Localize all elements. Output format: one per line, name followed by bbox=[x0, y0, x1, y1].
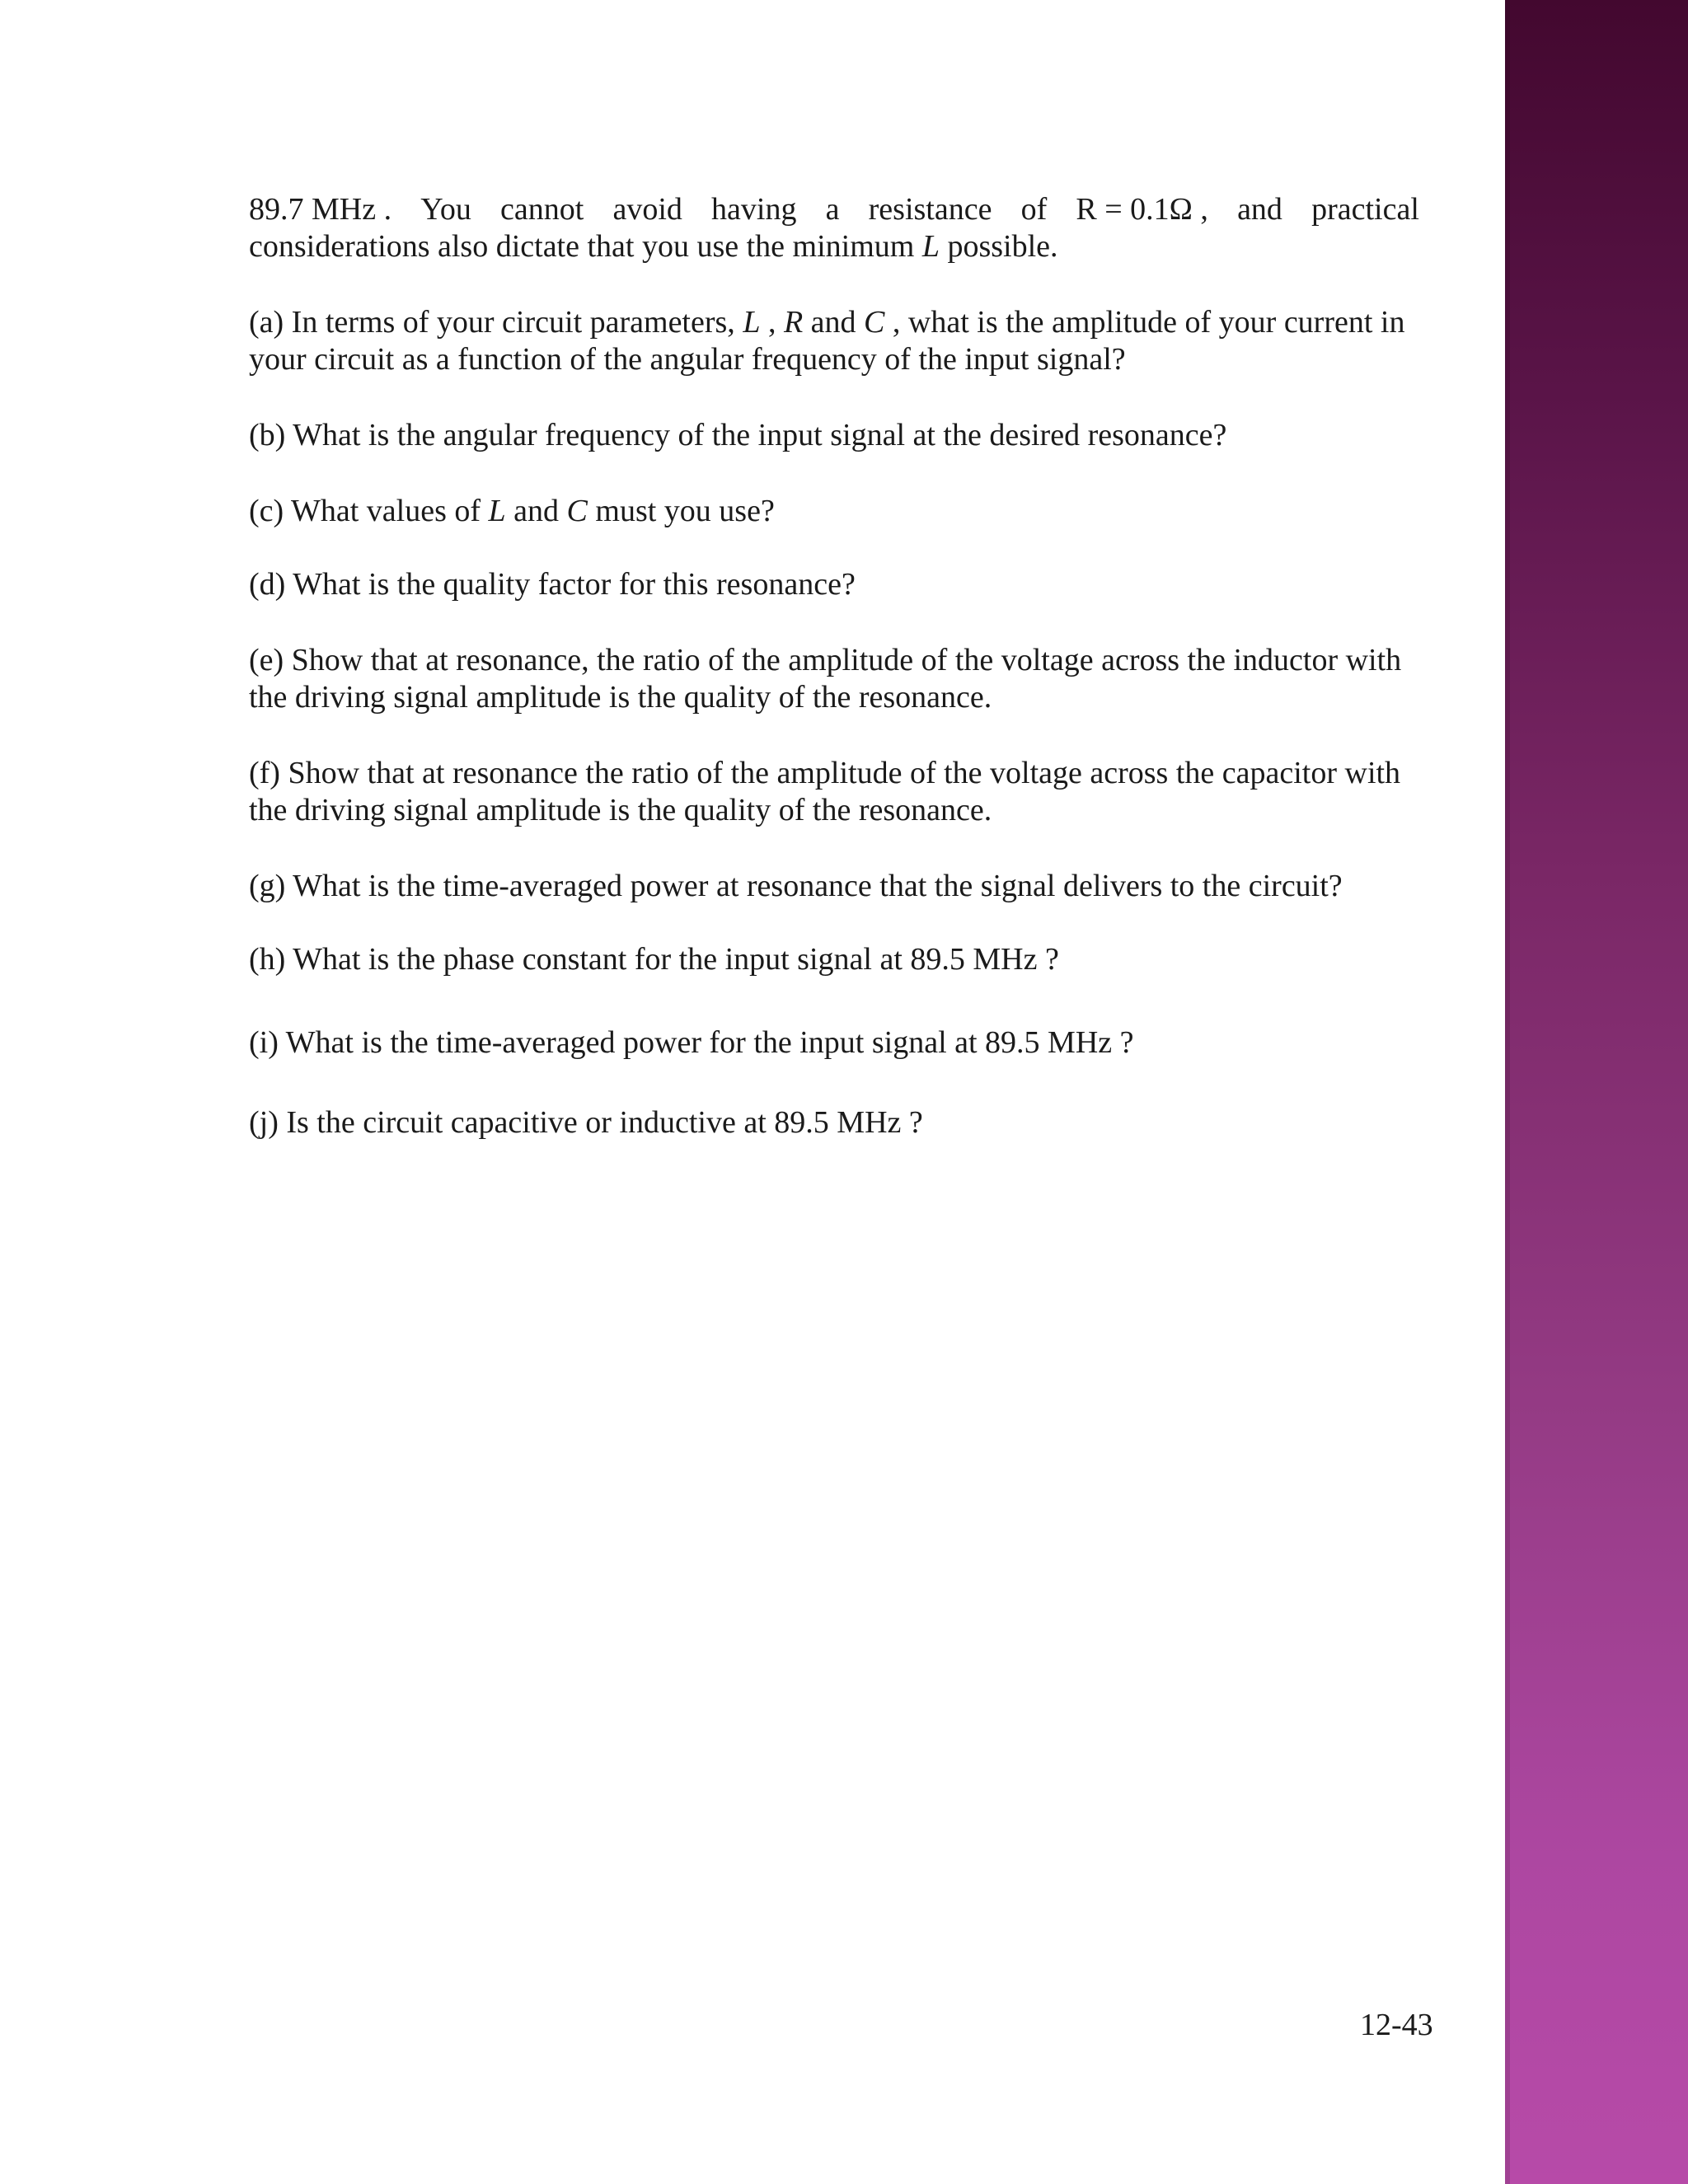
question-b: (b) What is the angular frequency of the input signal at the desired resonance? bbox=[249, 418, 1227, 452]
separator: and bbox=[505, 494, 567, 528]
question-g: (g) What is the time-averaged power at resonance that the signal delivers to the circuit? bbox=[249, 869, 1343, 903]
intro-line-1 bbox=[249, 191, 1419, 228]
question-c-prefix: (c) What values of bbox=[249, 494, 489, 528]
separator: , bbox=[760, 305, 784, 340]
decorative-side-band bbox=[1505, 0, 1688, 2184]
intro-line-2 bbox=[249, 228, 1419, 265]
intro-word: having bbox=[711, 192, 797, 227]
variable-C: C bbox=[864, 305, 885, 340]
page-number: 12-43 bbox=[1360, 2008, 1433, 2042]
separator: and bbox=[803, 305, 865, 340]
question-a-prefix: (a) In terms of your circuit parameters, bbox=[249, 305, 743, 340]
variable-C: C bbox=[566, 494, 588, 528]
resistance-value: R = 0.1Ω , bbox=[1076, 192, 1208, 227]
question-c bbox=[249, 493, 1419, 530]
problem-text bbox=[249, 191, 1419, 1141]
question-e: (e) Show that at resonance, the ratio of the amplitude of the voltage across the inductor with the driving signal amplitude is the quality of the resonance. bbox=[249, 643, 1402, 715]
intro-text: considerations also dictate that you use the minimum bbox=[249, 229, 922, 264]
variable-L: L bbox=[921, 229, 940, 264]
question-a-suffix: , what is the amplitude of your current in your circuit as a function of the angular frequency of the input signal? bbox=[249, 305, 1405, 377]
variable-L: L bbox=[743, 305, 761, 340]
intro-word: and bbox=[1237, 192, 1282, 227]
intro-word: 89.7 MHz . bbox=[249, 192, 392, 227]
question-a bbox=[249, 304, 1419, 378]
question-j: (j) Is the circuit capacitive or inductive at 89.5 MHz ? bbox=[249, 1105, 923, 1140]
intro-word: avoid bbox=[612, 192, 682, 227]
question-f: (f) Show that at resonance the ratio of the amplitude of the voltage across the capacitor with the driving signal amplitude is the quality of the resonance. bbox=[249, 756, 1401, 827]
variable-L: L bbox=[488, 494, 506, 528]
question-h: (h) What is the phase constant for the input signal at 89.5 MHz ? bbox=[249, 942, 1059, 977]
intro-word: resistance bbox=[868, 192, 992, 227]
intro-word: cannot bbox=[500, 192, 584, 227]
question-c-suffix: must you use? bbox=[587, 494, 775, 528]
intro-word: of bbox=[1020, 192, 1048, 227]
question-d: (d) What is the quality factor for this resonance? bbox=[249, 567, 856, 602]
variable-R: R bbox=[783, 305, 804, 340]
intro-word: practical bbox=[1311, 192, 1419, 227]
intro-text: possible. bbox=[939, 229, 1058, 264]
intro-word: You bbox=[420, 192, 471, 227]
intro-paragraph bbox=[249, 191, 1419, 265]
intro-word: a bbox=[825, 192, 840, 227]
question-i: (i) What is the time-averaged power for the input signal at 89.5 MHz ? bbox=[249, 1025, 1134, 1060]
